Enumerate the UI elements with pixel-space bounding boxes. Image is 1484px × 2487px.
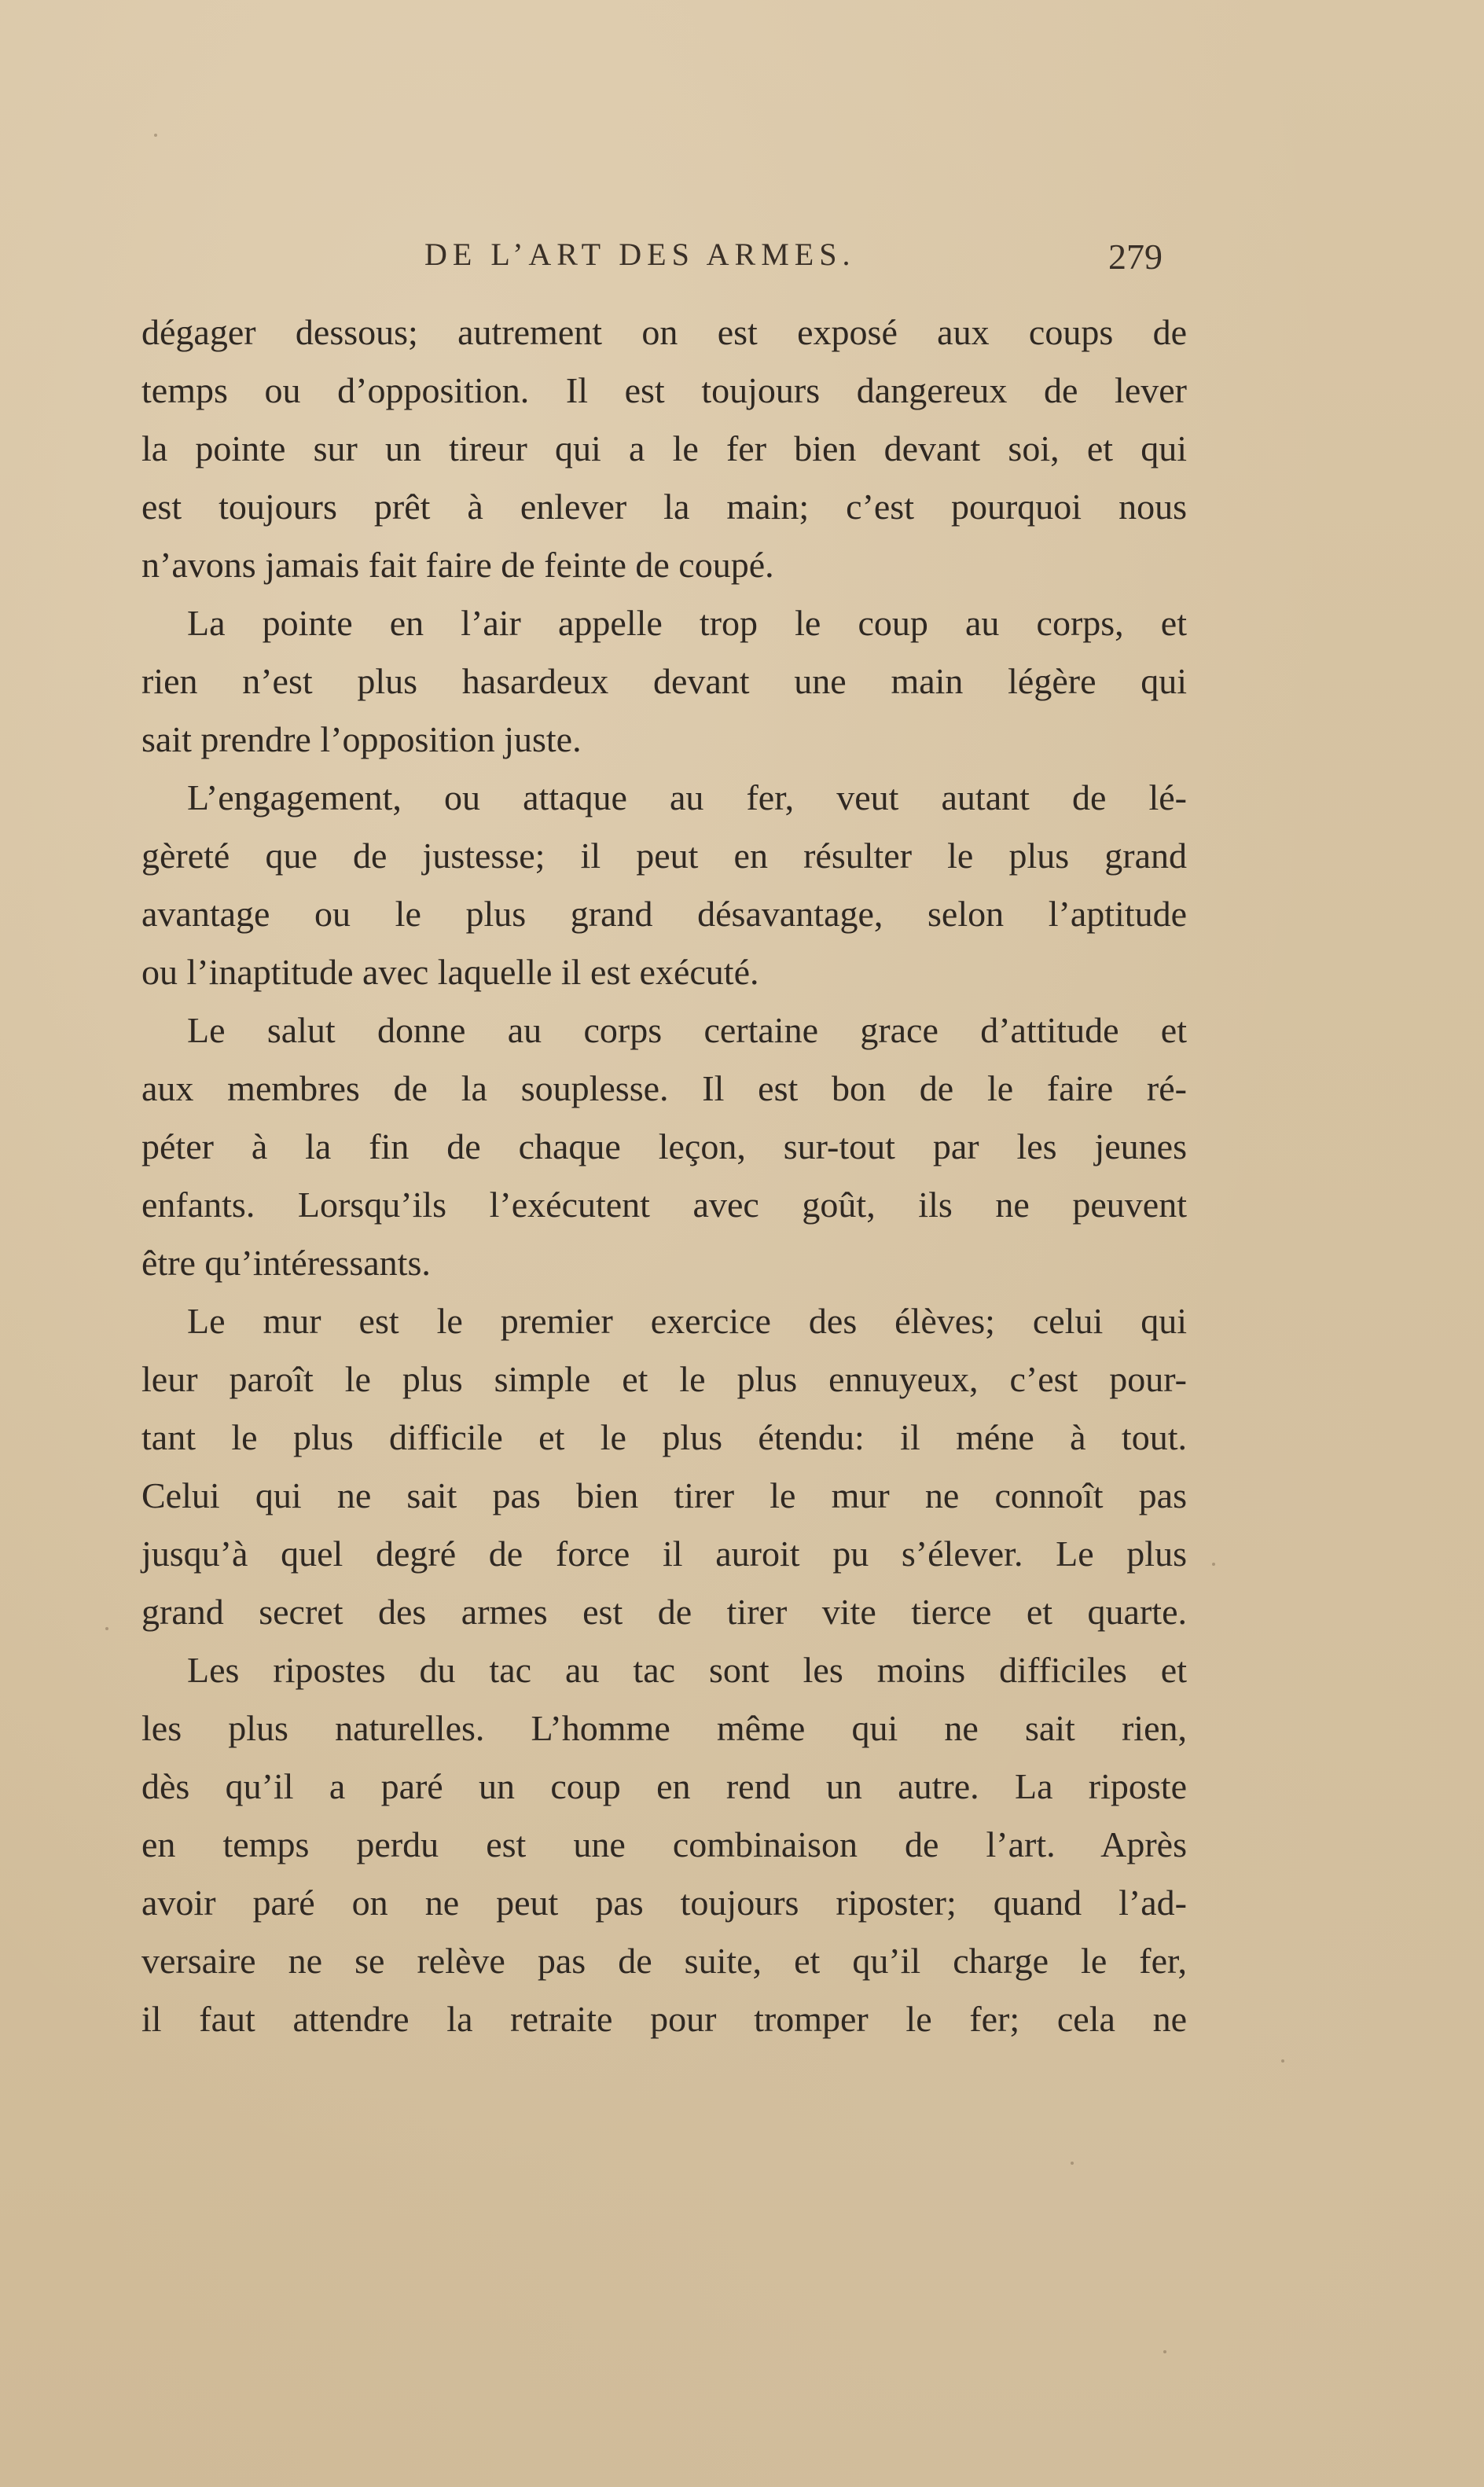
text-line: Le salut donne au corps certaine grace d’attitude et [187, 1010, 1187, 1050]
text-line: leur paroît le plus simple et le plus ennuyeux, c’est pour- [141, 1359, 1187, 1399]
text-line: ou l’inaptitude avec laquelle il est exécuté. [141, 952, 759, 992]
paper-speck [1071, 2162, 1074, 2165]
text-line: avantage ou le plus grand désavantage, selon l’aptitude [141, 894, 1187, 934]
running-head [0, 236, 1484, 283]
text-line: gèreté que de justesse; il peut en résulter le plus grand [141, 836, 1187, 876]
paper-speck [1163, 2350, 1166, 2353]
text-line: n’avons jamais fait faire de feinte de coupé. [141, 545, 774, 585]
text-line: enfants. Lorsqu’ils l’exécutent avec goût, ils ne peuvent [141, 1185, 1187, 1225]
paper-speck [1212, 1563, 1215, 1566]
text-line: L’engagement, ou attaque au fer, veut autant de lé- [187, 777, 1187, 817]
text-line: dégager dessous; autrement on est exposé aux coups de [141, 312, 1187, 352]
text-line: rien n’est plus hasardeux devant une main légère qui [141, 661, 1187, 701]
text-line: il faut attendre la retraite pour tromper le fer; cela ne [141, 1999, 1187, 2039]
text-line: être qu’intéressants. [141, 1243, 431, 1283]
text-line: la pointe sur un tireur qui a le fer bien devant soi, et qui [141, 428, 1187, 468]
text-line: Le mur est le premier exercice des élèves; celui qui [187, 1301, 1187, 1341]
text-line: en temps perdu est une combinaison de l’art. Après [141, 1824, 1187, 1864]
text-line: versaire ne se relève pas de suite, et qu’il charge le fer, [141, 1941, 1187, 1981]
text-line: sait prendre l’opposition juste. [141, 719, 582, 759]
paper-speck [154, 134, 157, 137]
text-line: La pointe en l’air appelle trop le coup au corps, et [187, 603, 1187, 643]
text-line: est toujours prêt à enlever la main; c’est pourquoi nous [141, 487, 1187, 527]
text-line: péter à la fin de chaque leçon, sur-tout par les jeunes [141, 1126, 1187, 1166]
text-line: jusqu’à quel degré de force il auroit pu s’élever. Le plus [141, 1534, 1187, 1574]
text-line: Celui qui ne sait pas bien tirer le mur ne connoît pas [141, 1475, 1187, 1515]
paper-speck [105, 1627, 108, 1630]
body-text [141, 303, 1187, 2048]
page-number: 279 [1108, 237, 1163, 277]
paper-speck [1281, 2059, 1284, 2063]
text-line: Les ripostes du tac au tac sont les moins difficiles et [187, 1650, 1187, 1690]
text-line: les plus naturelles. L’homme même qui ne sait rien, [141, 1708, 1187, 1748]
text-line: temps ou d’opposition. Il est toujours dangereux de lever [141, 370, 1187, 410]
text-line: tant le plus difficile et le plus étendu: il méne à tout. [141, 1417, 1187, 1457]
running-title: DE L’ART DES ARMES. [424, 237, 856, 272]
text-line: avoir paré on ne peut pas toujours riposter; quand l’ad- [141, 1883, 1187, 1923]
text-line: aux membres de la souplesse. Il est bon de le faire ré- [141, 1068, 1187, 1108]
text-line: dès qu’il a paré un coup en rend un autre. La riposte [141, 1766, 1187, 1806]
text-line: grand secret des armes est de tirer vite tierce et quarte. [141, 1592, 1187, 1632]
